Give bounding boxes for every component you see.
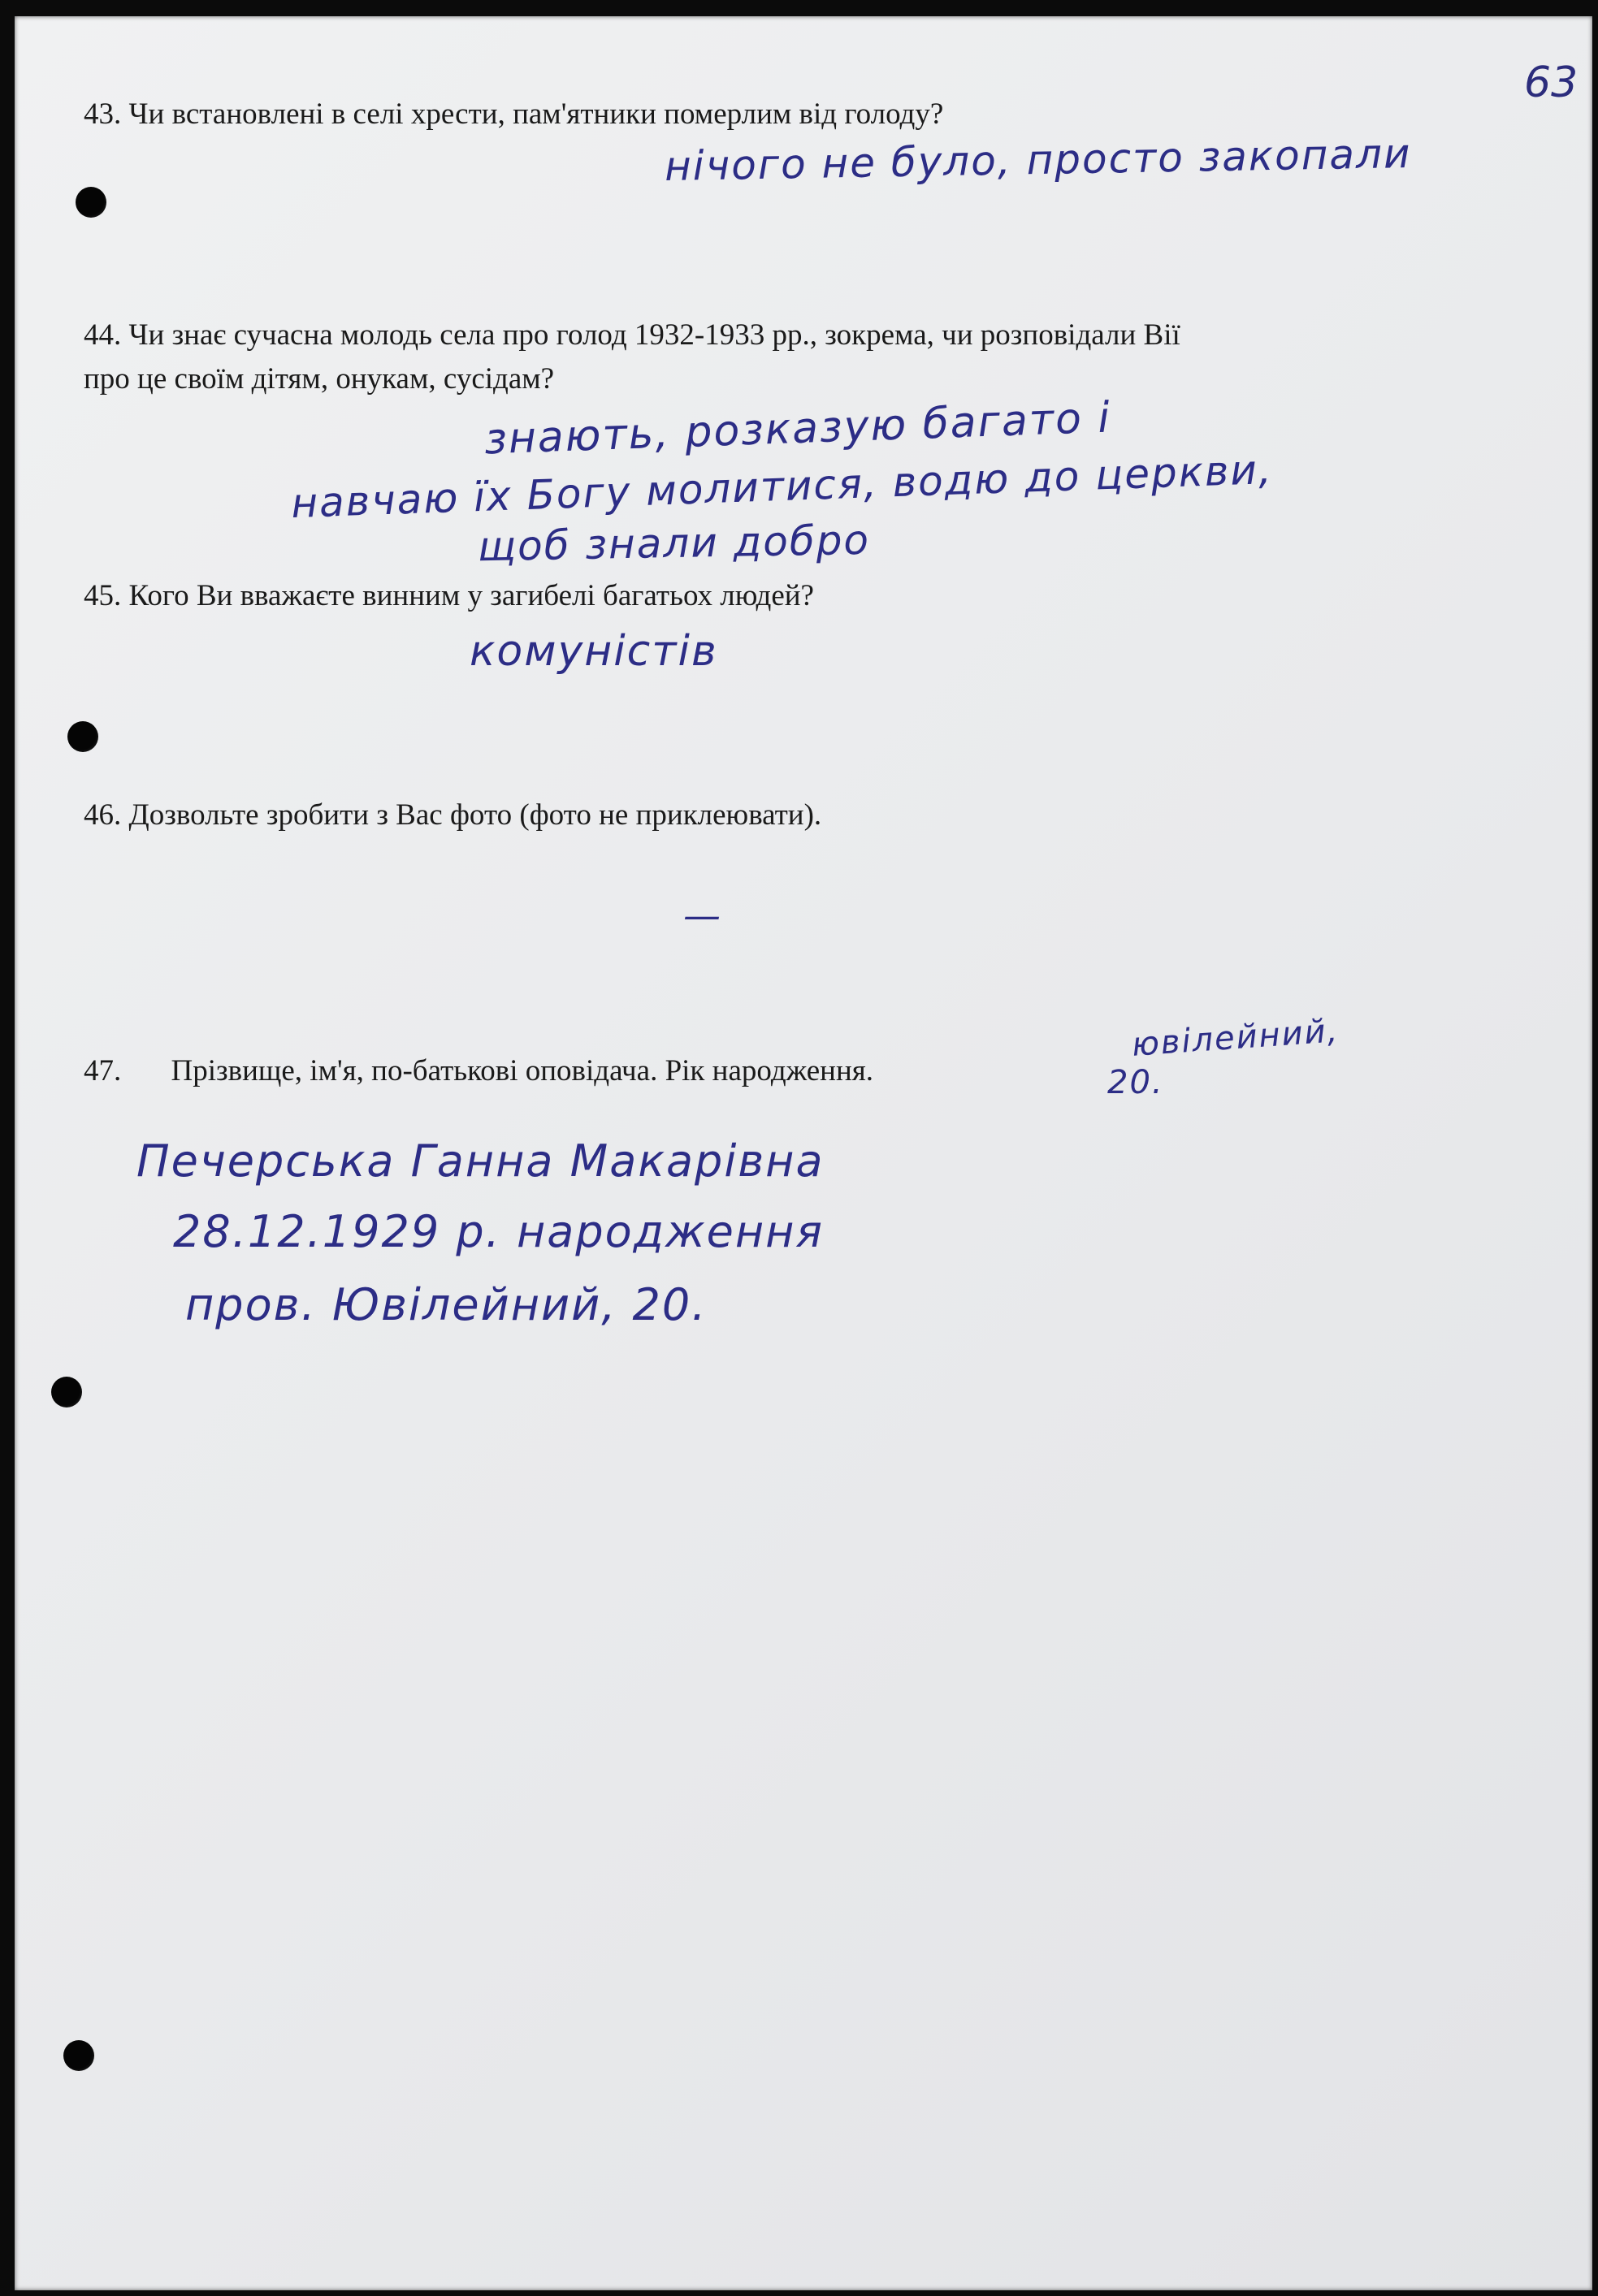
question-47	[84, 1048, 873, 1095]
answer-44-line-1: знають, розказую багато і	[483, 393, 1112, 465]
binder-hole	[67, 721, 98, 752]
question-46	[84, 792, 821, 839]
margin-note-line-2: 20.	[1107, 1064, 1164, 1101]
question-44	[84, 312, 1180, 359]
question-number: 45.	[84, 579, 122, 612]
answer-47-line-3: пров. Ювілейний, 20.	[185, 1279, 708, 1330]
question-text: Дозвольте зробити з Вас фото (фото не приклеювати).	[128, 798, 822, 832]
answer-46-dash: —	[683, 893, 722, 937]
answer-43-line-1: нічого не було, просто закопали	[664, 129, 1412, 191]
answer-47-line-1: Печерська Ганна Макарівна	[136, 1135, 825, 1187]
answer-45-line-1: комуністів	[470, 627, 718, 676]
document-page	[15, 16, 1592, 2290]
question-number: 43.	[84, 97, 122, 131]
answer-44-line-3: щоб знали добро	[477, 516, 871, 571]
margin-note-line-1: ювілейний,	[1130, 1012, 1340, 1064]
question-43	[84, 91, 943, 138]
binder-hole	[51, 1377, 82, 1407]
binder-hole	[63, 2040, 94, 2071]
answer-47-line-2: 28.12.1929 р. народження	[173, 1206, 824, 1257]
page-number: 63	[1524, 58, 1579, 107]
question-number: 47.	[84, 1054, 122, 1087]
question-45	[84, 573, 814, 620]
question-text: Прізвище, ім'я, по-батькові оповідача. Рік народження.	[171, 1054, 874, 1087]
binder-hole	[76, 187, 106, 218]
question-text-line-1: Чи знає сучасна молодь села про голод 1932-1933 рр., зокрема, чи розповідали Вії	[128, 318, 1180, 352]
question-text: Чи встановлені в селі хрести, пам'ятники померлим від голоду?	[128, 97, 944, 131]
answer-44-line-2: навчаю їх Богу молитися, водю до церкви,	[290, 445, 1274, 528]
question-number: 44.	[84, 318, 122, 352]
question-number: 46.	[84, 798, 122, 832]
question-text: Кого Ви вважаєте винним у загибелі багатьох людей?	[128, 579, 814, 612]
question-text-line-2: про це своїм дітям, онукам, сусідам?	[84, 362, 555, 396]
